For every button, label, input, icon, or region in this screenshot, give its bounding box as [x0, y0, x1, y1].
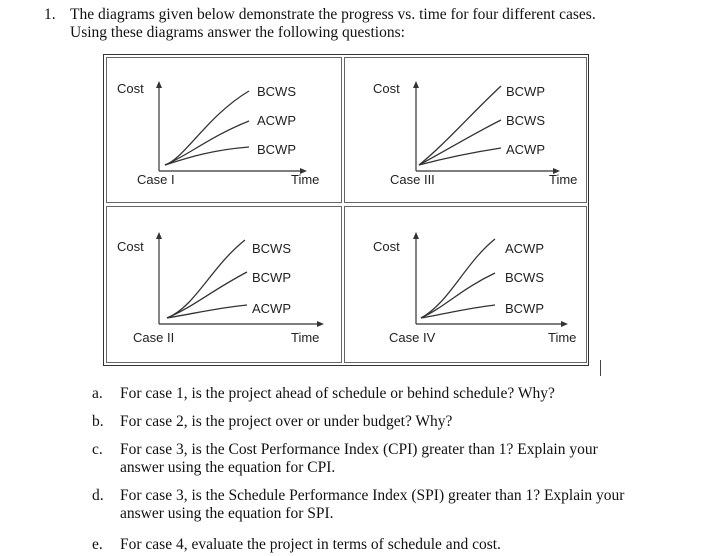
- subquestion-letter: d.: [92, 487, 104, 504]
- x-axis-arrow: [561, 321, 568, 327]
- case-label: Case III: [390, 172, 435, 187]
- panel-case-4: [344, 206, 587, 363]
- curve-top: [165, 91, 249, 165]
- curve-label-top: BCWS: [257, 84, 296, 99]
- curve-label-middle: BCWS: [505, 270, 544, 285]
- y-axis-arrow: [413, 232, 419, 239]
- x-axis-label: Time: [549, 172, 578, 187]
- curve-label-middle: ACWP: [257, 113, 296, 128]
- curve-label-top: BCWS: [252, 241, 291, 256]
- x-axis-label: Time: [291, 172, 320, 187]
- curve-label-top: ACWP: [505, 241, 544, 256]
- question-number: 1.: [44, 6, 56, 23]
- subquestion-text-line-2: answer using the equation for SPI.: [120, 505, 334, 522]
- subquestion-text: For case 2, is the project over or under budget? Why?: [120, 413, 453, 430]
- x-axis-label: Time: [548, 330, 577, 345]
- y-axis-arrow: [156, 232, 162, 239]
- case-label: Case I: [137, 172, 175, 187]
- curve-label-bottom: BCWP: [505, 301, 544, 316]
- curve-label-bottom: ACWP: [506, 142, 545, 157]
- case-label: Case IV: [389, 330, 436, 345]
- subquestion-letter: c.: [92, 441, 103, 458]
- panel-case-1: [106, 57, 342, 203]
- panel-case-2: [106, 206, 342, 363]
- panel-case-3: [344, 57, 587, 203]
- y-axis-label: Cost: [373, 81, 400, 96]
- subquestion-text-line-1: For case 3, is the Cost Performance Index (CPI) greater than 1? Explain your: [120, 441, 598, 458]
- subquestion-letter: b.: [92, 413, 104, 430]
- subquestion-text: For case 4, evaluate the project in terms of schedule and cost.: [120, 536, 501, 553]
- curve-top: [419, 86, 501, 165]
- subquestion-text-line-1: For case 3, is the Schedule Performance Index (SPI) greater than 1? Explain your: [120, 487, 625, 504]
- y-axis-label: Cost: [373, 239, 400, 254]
- subquestion-letter: a.: [92, 385, 103, 402]
- question-text-line-1: The diagrams given below demonstrate the progress vs. time for four different cases.: [70, 6, 596, 23]
- curve-label-top: BCWP: [506, 84, 545, 99]
- curve-label-bottom: BCWP: [257, 142, 296, 157]
- y-axis-arrow: [413, 81, 419, 88]
- subquestion-text-line-2: answer using the equation for CPI.: [120, 459, 336, 476]
- curve-label-middle: BCWS: [506, 113, 545, 128]
- y-axis-label: Cost: [117, 239, 144, 254]
- curve-bottom: [419, 148, 501, 165]
- case-label: Case II: [133, 330, 175, 345]
- y-axis-label: Cost: [117, 81, 144, 96]
- curve-label-bottom: ACWP: [252, 301, 291, 316]
- question-text-line-2: Using these diagrams answer the following questions:: [70, 24, 405, 41]
- y-axis-arrow: [156, 81, 162, 88]
- x-axis-arrow: [317, 321, 324, 327]
- x-axis-label: Time: [291, 330, 320, 345]
- text-cursor: [600, 360, 601, 376]
- subquestion-letter: e.: [92, 536, 103, 553]
- curve-label-middle: BCWP: [252, 270, 291, 285]
- subquestion-text: For case 1, is the project ahead of schedule or behind schedule? Why?: [120, 385, 555, 402]
- curve-middle: [165, 121, 249, 165]
